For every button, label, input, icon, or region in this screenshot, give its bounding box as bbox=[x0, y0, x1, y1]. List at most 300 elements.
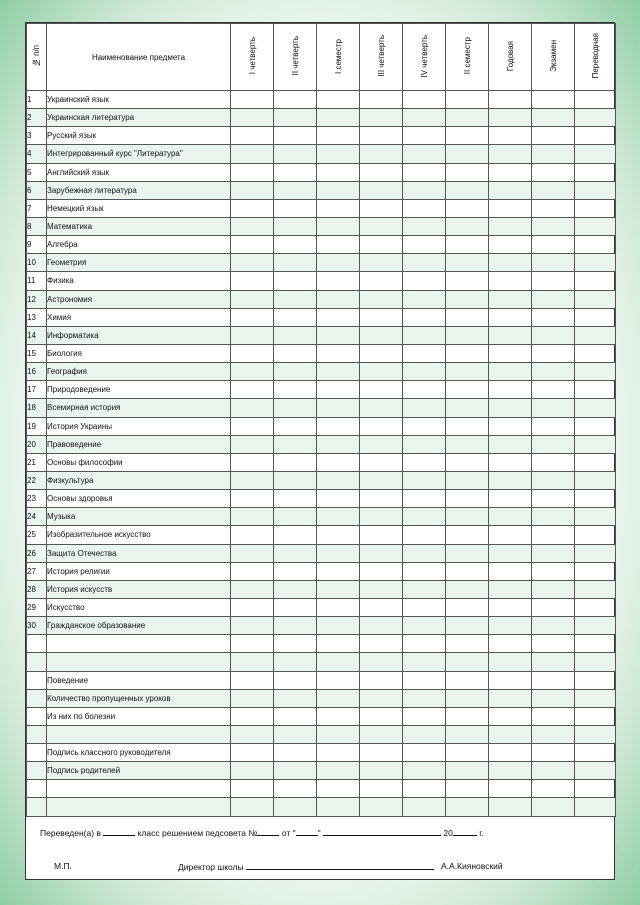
grade-cell[interactable] bbox=[360, 127, 403, 145]
grade-cell[interactable] bbox=[446, 109, 489, 127]
grade-cell[interactable] bbox=[317, 471, 360, 489]
grade-cell[interactable] bbox=[317, 671, 360, 689]
grade-cell[interactable] bbox=[403, 91, 446, 109]
grade-cell[interactable] bbox=[446, 617, 489, 635]
grade-cell[interactable] bbox=[446, 399, 489, 417]
grade-cell[interactable] bbox=[446, 435, 489, 453]
grade-cell[interactable] bbox=[317, 91, 360, 109]
grade-cell[interactable] bbox=[489, 580, 532, 598]
grade-cell[interactable] bbox=[446, 562, 489, 580]
grade-cell[interactable] bbox=[575, 217, 616, 235]
grade-cell[interactable] bbox=[274, 435, 317, 453]
grade-cell[interactable] bbox=[317, 707, 360, 725]
grade-cell[interactable] bbox=[532, 254, 575, 272]
grade-cell[interactable] bbox=[274, 526, 317, 544]
year-blank[interactable] bbox=[453, 827, 477, 836]
grade-cell[interactable] bbox=[532, 381, 575, 399]
grade-cell[interactable] bbox=[360, 435, 403, 453]
grade-cell[interactable] bbox=[489, 526, 532, 544]
grade-cell[interactable] bbox=[274, 508, 317, 526]
grade-cell[interactable] bbox=[274, 181, 317, 199]
grade-cell[interactable] bbox=[360, 109, 403, 127]
grade-cell[interactable] bbox=[575, 127, 616, 145]
grade-cell[interactable] bbox=[532, 217, 575, 235]
grade-cell[interactable] bbox=[446, 598, 489, 616]
grade-cell[interactable] bbox=[403, 562, 446, 580]
grade-cell[interactable] bbox=[489, 399, 532, 417]
grade-cell[interactable] bbox=[403, 762, 446, 780]
grade-cell[interactable] bbox=[403, 689, 446, 707]
grade-cell[interactable] bbox=[317, 363, 360, 381]
grade-cell[interactable] bbox=[360, 653, 403, 671]
grade-cell[interactable] bbox=[532, 580, 575, 598]
grade-cell[interactable] bbox=[403, 199, 446, 217]
grade-cell[interactable] bbox=[231, 780, 274, 798]
protocol-blank[interactable] bbox=[257, 827, 279, 836]
grade-cell[interactable] bbox=[274, 617, 317, 635]
grade-cell[interactable] bbox=[532, 671, 575, 689]
grade-cell[interactable] bbox=[489, 490, 532, 508]
grade-cell[interactable] bbox=[532, 744, 575, 762]
grade-cell[interactable] bbox=[446, 308, 489, 326]
grade-cell[interactable] bbox=[532, 689, 575, 707]
grade-cell[interactable] bbox=[231, 562, 274, 580]
grade-cell[interactable] bbox=[446, 744, 489, 762]
grade-cell[interactable] bbox=[575, 199, 616, 217]
grade-cell[interactable] bbox=[360, 290, 403, 308]
grade-cell[interactable] bbox=[360, 508, 403, 526]
grade-cell[interactable] bbox=[360, 91, 403, 109]
grade-cell[interactable] bbox=[489, 145, 532, 163]
grade-cell[interactable] bbox=[360, 308, 403, 326]
grade-cell[interactable] bbox=[274, 471, 317, 489]
grade-cell[interactable] bbox=[403, 508, 446, 526]
grade-cell[interactable] bbox=[317, 308, 360, 326]
director-signature-blank[interactable] bbox=[246, 861, 434, 870]
grade-cell[interactable] bbox=[274, 236, 317, 254]
grade-cell[interactable] bbox=[446, 127, 489, 145]
grade-cell[interactable] bbox=[403, 326, 446, 344]
grade-cell[interactable] bbox=[317, 417, 360, 435]
grade-cell[interactable] bbox=[446, 290, 489, 308]
grade-cell[interactable] bbox=[274, 598, 317, 616]
grade-cell[interactable] bbox=[575, 562, 616, 580]
grade-cell[interactable] bbox=[489, 217, 532, 235]
grade-cell[interactable] bbox=[575, 399, 616, 417]
grade-cell[interactable] bbox=[317, 326, 360, 344]
grade-cell[interactable] bbox=[403, 653, 446, 671]
grade-cell[interactable] bbox=[274, 689, 317, 707]
grade-cell[interactable] bbox=[360, 744, 403, 762]
grade-cell[interactable] bbox=[532, 526, 575, 544]
grade-cell[interactable] bbox=[403, 580, 446, 598]
grade-cell[interactable] bbox=[231, 236, 274, 254]
grade-cell[interactable] bbox=[360, 363, 403, 381]
grade-cell[interactable] bbox=[360, 762, 403, 780]
grade-cell[interactable] bbox=[360, 562, 403, 580]
grade-cell[interactable] bbox=[317, 617, 360, 635]
grade-cell[interactable] bbox=[360, 199, 403, 217]
grade-cell[interactable] bbox=[532, 236, 575, 254]
grade-cell[interactable] bbox=[231, 526, 274, 544]
grade-cell[interactable] bbox=[403, 725, 446, 743]
grade-cell[interactable] bbox=[360, 453, 403, 471]
grade-cell[interactable] bbox=[317, 435, 360, 453]
grade-cell[interactable] bbox=[489, 471, 532, 489]
grade-cell[interactable] bbox=[489, 363, 532, 381]
grade-cell[interactable] bbox=[360, 544, 403, 562]
grade-cell[interactable] bbox=[532, 127, 575, 145]
grade-cell[interactable] bbox=[489, 127, 532, 145]
grade-cell[interactable] bbox=[446, 181, 489, 199]
grade-cell[interactable] bbox=[360, 217, 403, 235]
grade-cell[interactable] bbox=[489, 562, 532, 580]
grade-cell[interactable] bbox=[575, 671, 616, 689]
grade-cell[interactable] bbox=[489, 598, 532, 616]
grade-cell[interactable] bbox=[489, 109, 532, 127]
grade-cell[interactable] bbox=[403, 544, 446, 562]
grade-cell[interactable] bbox=[403, 381, 446, 399]
grade-cell[interactable] bbox=[317, 290, 360, 308]
grade-cell[interactable] bbox=[532, 91, 575, 109]
grade-cell[interactable] bbox=[360, 272, 403, 290]
grade-cell[interactable] bbox=[489, 780, 532, 798]
grade-cell[interactable] bbox=[360, 580, 403, 598]
grade-cell[interactable] bbox=[317, 217, 360, 235]
grade-cell[interactable] bbox=[317, 181, 360, 199]
grade-cell[interactable] bbox=[575, 635, 616, 653]
grade-cell[interactable] bbox=[360, 399, 403, 417]
grade-cell[interactable] bbox=[403, 744, 446, 762]
grade-cell[interactable] bbox=[532, 181, 575, 199]
grade-cell[interactable] bbox=[446, 689, 489, 707]
grade-cell[interactable] bbox=[532, 562, 575, 580]
grade-cell[interactable] bbox=[317, 526, 360, 544]
grade-cell[interactable] bbox=[360, 707, 403, 725]
grade-cell[interactable] bbox=[231, 290, 274, 308]
grade-cell[interactable] bbox=[360, 381, 403, 399]
grade-cell[interactable] bbox=[532, 508, 575, 526]
grade-cell[interactable] bbox=[532, 290, 575, 308]
grade-cell[interactable] bbox=[575, 508, 616, 526]
grade-cell[interactable] bbox=[231, 308, 274, 326]
grade-cell[interactable] bbox=[231, 580, 274, 598]
grade-cell[interactable] bbox=[489, 272, 532, 290]
grade-cell[interactable] bbox=[317, 762, 360, 780]
grade-cell[interactable] bbox=[489, 707, 532, 725]
grade-cell[interactable] bbox=[532, 762, 575, 780]
grade-cell[interactable] bbox=[446, 490, 489, 508]
grade-cell[interactable] bbox=[575, 290, 616, 308]
grade-cell[interactable] bbox=[360, 617, 403, 635]
grade-cell[interactable] bbox=[575, 272, 616, 290]
grade-cell[interactable] bbox=[446, 326, 489, 344]
grade-cell[interactable] bbox=[403, 344, 446, 362]
grade-cell[interactable] bbox=[317, 725, 360, 743]
grade-cell[interactable] bbox=[403, 453, 446, 471]
grade-cell[interactable] bbox=[274, 290, 317, 308]
grade-cell[interactable] bbox=[575, 689, 616, 707]
grade-cell[interactable] bbox=[575, 725, 616, 743]
grade-cell[interactable] bbox=[274, 363, 317, 381]
grade-cell[interactable] bbox=[317, 381, 360, 399]
grade-cell[interactable] bbox=[274, 780, 317, 798]
grade-cell[interactable] bbox=[403, 254, 446, 272]
grade-cell[interactable] bbox=[231, 671, 274, 689]
grade-cell[interactable] bbox=[532, 653, 575, 671]
grade-cell[interactable] bbox=[274, 109, 317, 127]
grade-cell[interactable] bbox=[274, 490, 317, 508]
grade-cell[interactable] bbox=[489, 417, 532, 435]
grade-cell[interactable] bbox=[231, 490, 274, 508]
grade-cell[interactable] bbox=[317, 580, 360, 598]
grade-cell[interactable] bbox=[575, 435, 616, 453]
grade-cell[interactable] bbox=[317, 344, 360, 362]
grade-cell[interactable] bbox=[575, 254, 616, 272]
grade-cell[interactable] bbox=[575, 762, 616, 780]
grade-cell[interactable] bbox=[317, 145, 360, 163]
grade-cell[interactable] bbox=[403, 617, 446, 635]
grade-cell[interactable] bbox=[446, 707, 489, 725]
grade-cell[interactable] bbox=[317, 490, 360, 508]
grade-cell[interactable] bbox=[403, 308, 446, 326]
grade-cell[interactable] bbox=[317, 453, 360, 471]
grade-cell[interactable] bbox=[575, 617, 616, 635]
grade-cell[interactable] bbox=[532, 453, 575, 471]
grade-cell[interactable] bbox=[360, 163, 403, 181]
grade-cell[interactable] bbox=[446, 272, 489, 290]
grade-cell[interactable] bbox=[575, 598, 616, 616]
grade-cell[interactable] bbox=[274, 562, 317, 580]
grade-cell[interactable] bbox=[360, 635, 403, 653]
grade-cell[interactable] bbox=[532, 417, 575, 435]
grade-cell[interactable] bbox=[231, 326, 274, 344]
grade-cell[interactable] bbox=[403, 490, 446, 508]
grade-cell[interactable] bbox=[532, 471, 575, 489]
grade-cell[interactable] bbox=[274, 163, 317, 181]
grade-cell[interactable] bbox=[274, 272, 317, 290]
grade-cell[interactable] bbox=[274, 725, 317, 743]
grade-cell[interactable] bbox=[274, 344, 317, 362]
grade-cell[interactable] bbox=[231, 199, 274, 217]
grade-cell[interactable] bbox=[403, 399, 446, 417]
grade-cell[interactable] bbox=[231, 689, 274, 707]
grade-cell[interactable] bbox=[532, 163, 575, 181]
grade-cell[interactable] bbox=[489, 762, 532, 780]
grade-cell[interactable] bbox=[575, 344, 616, 362]
grade-cell[interactable] bbox=[532, 326, 575, 344]
grade-cell[interactable] bbox=[446, 580, 489, 598]
grade-cell[interactable] bbox=[532, 435, 575, 453]
grade-cell[interactable] bbox=[403, 671, 446, 689]
grade-cell[interactable] bbox=[317, 199, 360, 217]
grade-cell[interactable] bbox=[575, 471, 616, 489]
grade-cell[interactable] bbox=[274, 127, 317, 145]
grade-cell[interactable] bbox=[274, 580, 317, 598]
grade-cell[interactable] bbox=[446, 145, 489, 163]
grade-cell[interactable] bbox=[317, 127, 360, 145]
grade-cell[interactable] bbox=[532, 272, 575, 290]
grade-cell[interactable] bbox=[274, 254, 317, 272]
grade-cell[interactable] bbox=[446, 217, 489, 235]
grade-cell[interactable] bbox=[575, 490, 616, 508]
grade-cell[interactable] bbox=[231, 91, 274, 109]
grade-cell[interactable] bbox=[532, 363, 575, 381]
grade-cell[interactable] bbox=[274, 145, 317, 163]
grade-cell[interactable] bbox=[274, 217, 317, 235]
grade-cell[interactable] bbox=[360, 526, 403, 544]
grade-cell[interactable] bbox=[274, 326, 317, 344]
grade-cell[interactable] bbox=[317, 272, 360, 290]
grade-cell[interactable] bbox=[489, 199, 532, 217]
grade-cell[interactable] bbox=[446, 381, 489, 399]
grade-cell[interactable] bbox=[403, 363, 446, 381]
grade-cell[interactable] bbox=[403, 217, 446, 235]
grade-cell[interactable] bbox=[532, 635, 575, 653]
grade-cell[interactable] bbox=[532, 617, 575, 635]
grade-cell[interactable] bbox=[489, 617, 532, 635]
grade-cell[interactable] bbox=[532, 490, 575, 508]
grade-cell[interactable] bbox=[274, 635, 317, 653]
grade-cell[interactable] bbox=[575, 653, 616, 671]
grade-cell[interactable] bbox=[360, 471, 403, 489]
grade-cell[interactable] bbox=[231, 145, 274, 163]
grade-cell[interactable] bbox=[575, 780, 616, 798]
grade-cell[interactable] bbox=[231, 381, 274, 399]
grade-cell[interactable] bbox=[403, 417, 446, 435]
grade-cell[interactable] bbox=[403, 109, 446, 127]
grade-cell[interactable] bbox=[575, 326, 616, 344]
grade-cell[interactable] bbox=[231, 217, 274, 235]
grade-cell[interactable] bbox=[403, 272, 446, 290]
grade-cell[interactable] bbox=[231, 344, 274, 362]
grade-cell[interactable] bbox=[360, 689, 403, 707]
grade-cell[interactable] bbox=[575, 145, 616, 163]
grade-cell[interactable] bbox=[360, 145, 403, 163]
grade-cell[interactable] bbox=[532, 109, 575, 127]
grade-cell[interactable] bbox=[575, 236, 616, 254]
grade-cell[interactable] bbox=[575, 363, 616, 381]
grade-cell[interactable] bbox=[532, 598, 575, 616]
grade-cell[interactable] bbox=[231, 254, 274, 272]
grade-cell[interactable] bbox=[360, 344, 403, 362]
grade-cell[interactable] bbox=[231, 617, 274, 635]
grade-cell[interactable] bbox=[317, 744, 360, 762]
grade-cell[interactable] bbox=[403, 181, 446, 199]
grade-cell[interactable] bbox=[489, 453, 532, 471]
grade-cell[interactable] bbox=[231, 598, 274, 616]
grade-cell[interactable] bbox=[317, 598, 360, 616]
grade-cell[interactable] bbox=[489, 435, 532, 453]
grade-cell[interactable] bbox=[231, 435, 274, 453]
grade-cell[interactable] bbox=[446, 725, 489, 743]
grade-cell[interactable] bbox=[575, 707, 616, 725]
grade-cell[interactable] bbox=[446, 417, 489, 435]
grade-cell[interactable] bbox=[489, 308, 532, 326]
grade-cell[interactable] bbox=[231, 725, 274, 743]
grade-cell[interactable] bbox=[274, 707, 317, 725]
grade-cell[interactable] bbox=[231, 163, 274, 181]
grade-cell[interactable] bbox=[489, 744, 532, 762]
grade-cell[interactable] bbox=[317, 508, 360, 526]
grade-cell[interactable] bbox=[231, 707, 274, 725]
grade-cell[interactable] bbox=[532, 780, 575, 798]
grade-cell[interactable] bbox=[231, 109, 274, 127]
grade-cell[interactable] bbox=[489, 236, 532, 254]
grade-cell[interactable] bbox=[317, 399, 360, 417]
grade-cell[interactable] bbox=[317, 780, 360, 798]
grade-cell[interactable] bbox=[274, 199, 317, 217]
grade-cell[interactable] bbox=[360, 181, 403, 199]
grade-cell[interactable] bbox=[231, 417, 274, 435]
class-blank[interactable] bbox=[103, 827, 135, 836]
grade-cell[interactable] bbox=[575, 308, 616, 326]
grade-cell[interactable] bbox=[317, 109, 360, 127]
grade-cell[interactable] bbox=[446, 254, 489, 272]
grade-cell[interactable] bbox=[317, 562, 360, 580]
grade-cell[interactable] bbox=[403, 471, 446, 489]
grade-cell[interactable] bbox=[231, 471, 274, 489]
grade-cell[interactable] bbox=[403, 163, 446, 181]
grade-cell[interactable] bbox=[489, 381, 532, 399]
grade-cell[interactable] bbox=[274, 91, 317, 109]
grade-cell[interactable] bbox=[489, 671, 532, 689]
grade-cell[interactable] bbox=[575, 580, 616, 598]
grade-cell[interactable] bbox=[489, 544, 532, 562]
grade-cell[interactable] bbox=[403, 145, 446, 163]
grade-cell[interactable] bbox=[532, 199, 575, 217]
grade-cell[interactable] bbox=[403, 598, 446, 616]
grade-cell[interactable] bbox=[360, 598, 403, 616]
grade-cell[interactable] bbox=[446, 363, 489, 381]
grade-cell[interactable] bbox=[532, 707, 575, 725]
grade-cell[interactable] bbox=[274, 453, 317, 471]
grade-cell[interactable] bbox=[532, 308, 575, 326]
grade-cell[interactable] bbox=[446, 635, 489, 653]
grade-cell[interactable] bbox=[575, 526, 616, 544]
grade-cell[interactable] bbox=[274, 671, 317, 689]
grade-cell[interactable] bbox=[489, 725, 532, 743]
grade-cell[interactable] bbox=[489, 290, 532, 308]
grade-cell[interactable] bbox=[446, 91, 489, 109]
grade-cell[interactable] bbox=[274, 381, 317, 399]
grade-cell[interactable] bbox=[489, 344, 532, 362]
grade-cell[interactable] bbox=[446, 762, 489, 780]
grade-cell[interactable] bbox=[575, 544, 616, 562]
grade-cell[interactable] bbox=[575, 109, 616, 127]
grade-cell[interactable] bbox=[489, 689, 532, 707]
grade-cell[interactable] bbox=[274, 744, 317, 762]
grade-cell[interactable] bbox=[446, 671, 489, 689]
grade-cell[interactable] bbox=[446, 236, 489, 254]
grade-cell[interactable] bbox=[274, 308, 317, 326]
grade-cell[interactable] bbox=[403, 127, 446, 145]
grade-cell[interactable] bbox=[231, 272, 274, 290]
grade-cell[interactable] bbox=[403, 707, 446, 725]
grade-cell[interactable] bbox=[532, 544, 575, 562]
grade-cell[interactable] bbox=[446, 526, 489, 544]
grade-cell[interactable] bbox=[231, 744, 274, 762]
grade-cell[interactable] bbox=[532, 344, 575, 362]
grade-cell[interactable] bbox=[446, 199, 489, 217]
grade-cell[interactable] bbox=[274, 399, 317, 417]
grade-cell[interactable] bbox=[403, 526, 446, 544]
grade-cell[interactable] bbox=[360, 780, 403, 798]
grade-cell[interactable] bbox=[403, 780, 446, 798]
day-blank[interactable] bbox=[296, 827, 318, 836]
grade-cell[interactable] bbox=[317, 254, 360, 272]
grade-cell[interactable] bbox=[231, 181, 274, 199]
